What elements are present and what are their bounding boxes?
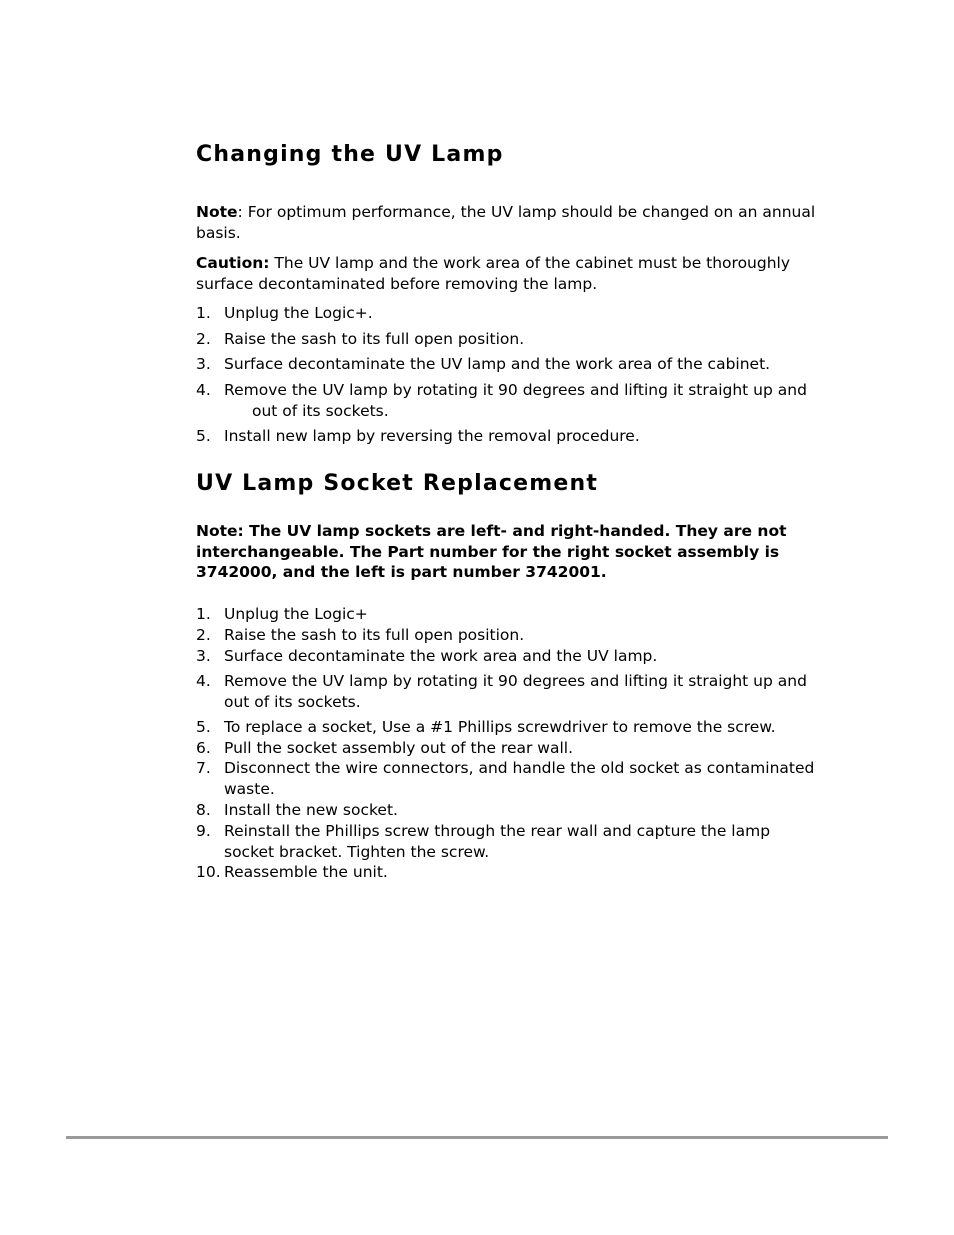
list-item (196, 717, 816, 738)
list-item (196, 758, 816, 799)
list-item-text: Surface decontaminate the UV lamp and the work area of the cabinet. (224, 355, 771, 373)
list-item-number: 3. (196, 647, 211, 665)
list-item-number: 3. (196, 355, 211, 373)
list-item (196, 329, 816, 350)
list-item-number: 10. (196, 863, 221, 881)
list-item (196, 800, 816, 821)
list-item-text: To replace a socket, Use a #1 Phillips screwdriver to remove the screw. (224, 718, 776, 736)
note-text: : For optimum performance, the UV lamp should be changed on an annual basis. (196, 203, 816, 242)
list-item (196, 625, 816, 646)
list-item-number: 4. (196, 381, 211, 399)
list-item-text: Raise the sash to its full open position. (224, 330, 525, 348)
list-item-number: 9. (196, 822, 211, 840)
footer-divider (66, 1136, 888, 1139)
list-item (196, 862, 816, 883)
list-item-number: 2. (196, 330, 211, 348)
list-item (196, 738, 816, 759)
list-item-number: 4. (196, 672, 211, 690)
list-item-text: Install the new socket. (224, 801, 398, 819)
socket-note-paragraph: Note: The UV lamp sockets are left- and right-handed. They are not interchangeable. The Part number for the right socket assembly is 3742000, and the left is part number 3742001. (196, 522, 787, 581)
list-item-number: 5. (196, 427, 211, 445)
list-item-text: Reinstall the Phillips screw through the rear wall and capture the lamp socket bracket. Tighten the screw. (224, 822, 771, 861)
list-item-text: Raise the sash to its full open position. (224, 626, 525, 644)
list-item-number: 2. (196, 626, 211, 644)
list-item-text: Pull the socket assembly out of the rear wall. (224, 739, 573, 757)
list-item-number: 7. (196, 759, 211, 777)
list-item-number: 6. (196, 739, 211, 757)
list-item-text: Disconnect the wire connectors, and handle the old socket as contaminated waste. (224, 759, 815, 798)
list-item-text: Unplug the Logic+ (224, 605, 368, 623)
note-label: Note (196, 203, 238, 221)
list-item (196, 604, 816, 625)
list-item-number: 1. (196, 605, 211, 623)
caution-paragraph (196, 253, 816, 294)
list-item-text: Remove the UV lamp by rotating it 90 degrees and lifting it straight up and (224, 381, 807, 399)
list-item-text: Reassemble the unit. (224, 863, 388, 881)
list-item-text: Unplug the Logic+. (224, 304, 373, 322)
list-item (196, 380, 816, 421)
list-item-text: Surface decontaminate the work area and the UV lamp. (224, 647, 658, 665)
note-paragraph (196, 202, 816, 243)
list-item (196, 646, 816, 667)
list-item-number: 8. (196, 801, 211, 819)
list-item (196, 354, 816, 375)
list-item-text: Install new lamp by reversing the removal procedure. (224, 427, 640, 445)
list-item (196, 821, 816, 862)
list-item (196, 426, 816, 447)
section-heading-changing-uv-lamp: Changing the UV Lamp (196, 142, 504, 167)
list-item (196, 303, 816, 324)
list-item-text: Remove the UV lamp by rotating it 90 degrees and lifting it straight up and out of its sockets. (224, 672, 807, 711)
caution-label: Caution: (196, 254, 270, 272)
list-item-number: 5. (196, 718, 211, 736)
list-item (196, 671, 816, 712)
caution-text: The UV lamp and the work area of the cabinet must be thoroughly surface decontaminated before removing the lamp. (196, 254, 791, 293)
list-item-continuation: out of its sockets. (252, 401, 389, 420)
list-item-number: 1. (196, 304, 211, 322)
section-heading-socket-replacement: UV Lamp Socket Replacement (196, 471, 599, 496)
